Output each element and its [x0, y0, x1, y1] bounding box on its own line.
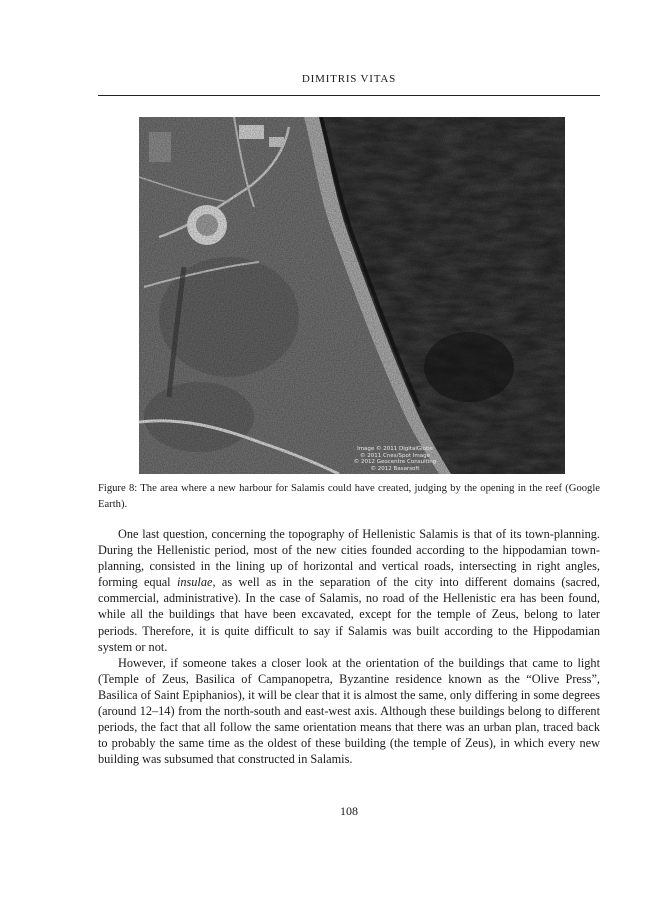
text-run: , as well as in the separation of the city into different domains (sacred, commercial, administrative). In the case of Salamis, no road of the Hellenistic era has been found, while all the buildings that have been excavated, except for the temple of Zeus, belong to later periods. Therefore, it is quite difficult to say if Salamis was built according to the Hippodamian system or not.: [98, 575, 600, 654]
header-rule: [98, 95, 600, 96]
credit-line: © 2011 Cnes/Spot Image: [360, 452, 430, 459]
satellite-image-graphic: [139, 117, 565, 474]
italic-term: insulae: [176, 575, 213, 590]
body-text: [98, 526, 600, 767]
credit-line: © 2012 Basarsoft: [370, 465, 420, 472]
paragraph: [98, 526, 600, 655]
figure-caption: Figure 8: The area where a new harbour for Salamis could have created, judging by the opening in the reef (Google Earth).: [98, 483, 600, 510]
credit-line: Image © 2011 DigitalGlobe: [357, 446, 433, 452]
paragraph: However, if someone takes a closer look at the orientation of the buildings that came to light (Temple of Zeus, Basilica of Campanopetra, Byzantine residence known as the “Olive Press”, Basilica of Saint Epiphanios), it will be clear that it is almost the same, only differing in some degrees (around 12–14) from the north-south and east-west axis. Although these buildings belong to different periods, the fact that all follow the same orientation means that there was an urban plan, traced back to probably the same time as the oldest of these building (the temple of Zeus), in which every new building was subsumed that constructed in Salamis.: [98, 655, 600, 767]
page-number: 108: [340, 804, 358, 818]
satellite-image: [139, 117, 565, 474]
running-head: DIMITRIS VITAS: [301, 73, 397, 85]
credit-line: © 2012 Geocentre Consulting: [353, 459, 437, 465]
image-credit: [350, 446, 440, 472]
text-run: One last question, concerning the topography of Hellenistic Salamis is that of its town-planning. During the Hellenistic period, most of the new cities founded according to the hippodamian town-planning, consisted in the lining up of horizontal and vertical roads, intersecting in right angles, forming equal: [98, 527, 600, 590]
